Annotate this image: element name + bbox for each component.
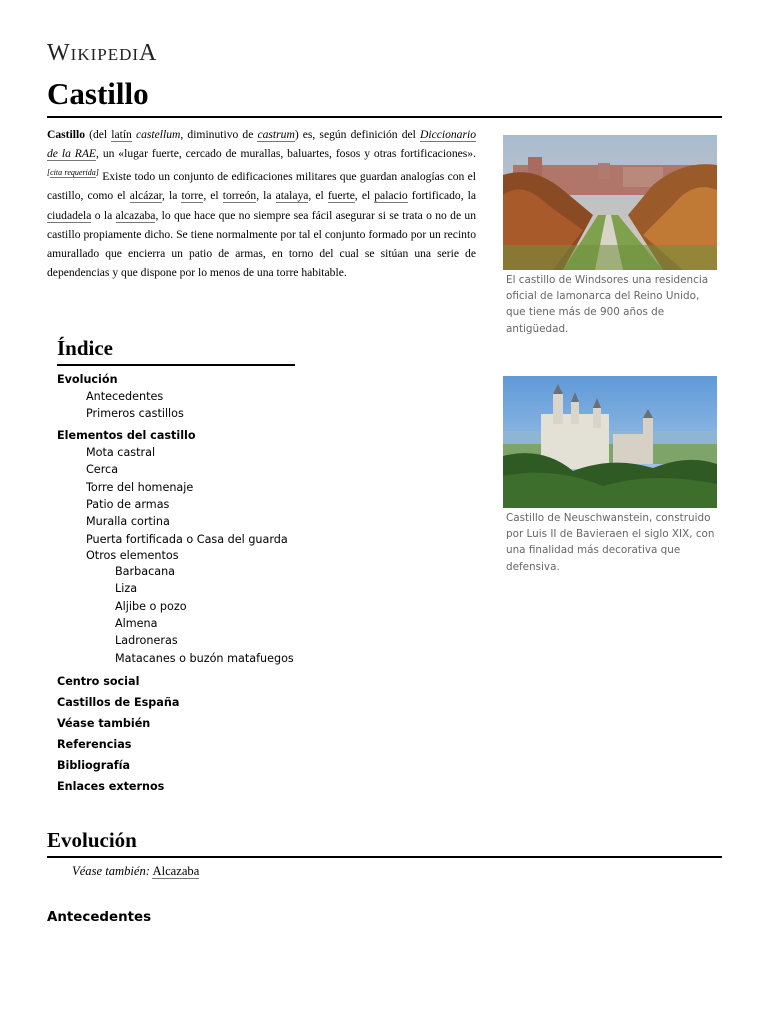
toc-item[interactable]: Elementos del castillo — [57, 428, 196, 442]
lead-paragraph: Castillo (del latín castellum, diminutivo de castrum) es, según definición del Diccionario de la RAE, un «lugar fuerte, cercado de murallas, baluartes, fosos y otras fortificaciones».[cita requerida] Existe todo un conjunto de edificaciones militares que guardan analogías con el castillo, como el alcázar, la torre, el torreón, la atalaya, el fuerte, el palacio fortificado, la ciudadela o la alcazaba, lo que hace que no siempre sea fácil asegurar si se trata o no de un castillo propiamente dicho. Se tiene normalmente por tal el conjunto formado por un recinto amurallado que encierra un patio de armas, en torno del cual se sitúan una serie de dependencias y que dispone por lo menos de una torre habitable. — [47, 128, 477, 280]
link-alcazar[interactable]: alcázar — [129, 189, 163, 203]
see-also-link[interactable]: Alcazaba — [152, 864, 200, 878]
toc-subsubitem[interactable]: Almena — [115, 617, 158, 631]
figure-neuschwanstein — [503, 376, 717, 575]
toc-subitem[interactable]: Puerta fortificada o Casa del guarda — [86, 532, 288, 546]
link-palacio[interactable]: palacio — [374, 189, 408, 203]
table-of-contents — [57, 371, 377, 797]
toc-subsubitem[interactable]: Ladroneras — [115, 634, 178, 648]
citation-needed[interactable]: [cita requerida] — [47, 168, 99, 178]
toc-item[interactable]: Bibliografía — [57, 758, 131, 772]
link-alcazaba[interactable]: alcazaba — [115, 208, 156, 222]
link-fuerte[interactable]: fuerte — [327, 189, 355, 203]
toc-subsubitem[interactable]: Matacanes o buzón matafuegos — [115, 651, 294, 665]
windsor-castle-image[interactable] — [503, 135, 717, 270]
toc-subitem[interactable]: Muralla cortina — [86, 515, 170, 529]
toc-item[interactable]: Evolución — [57, 373, 118, 386]
link-diccionario-rae[interactable]: Diccionario de la RAE — [47, 128, 476, 161]
toc-subitem[interactable]: Cerca — [86, 463, 119, 477]
section-heading: Evolución — [47, 828, 137, 852]
wikipedia-logo[interactable]: WIKIPEDIA — [47, 40, 158, 66]
figure-windsor — [503, 135, 717, 337]
figure-caption: El castillo de Windsores una residencia oficial de lamonarca del Reino Unido, que tiene más de 900 años de antigüedad. — [506, 274, 709, 335]
subsection-heading: Antecedentes — [47, 910, 152, 925]
toc-item[interactable]: Enlaces externos — [57, 779, 165, 793]
section-divider — [47, 856, 722, 858]
toc-item[interactable]: Centro social — [57, 674, 140, 688]
link-ciudadela[interactable]: ciudadela — [47, 208, 92, 222]
title-divider — [47, 116, 722, 118]
toc-subitem[interactable]: Torre del homenaje — [86, 480, 194, 494]
toc-item[interactable]: Referencias — [57, 737, 132, 751]
toc-heading: Índice — [57, 336, 114, 360]
toc-subitem[interactable]: Primeros castillos — [86, 407, 184, 421]
link-atalaya[interactable]: atalaya — [275, 189, 309, 203]
figure-caption: Castillo de Neuschwanstein, construido por Luis II de Bavieraen el siglo XIX, con una finalidad más decorativa que defensiva. — [506, 512, 715, 573]
link-torreon[interactable]: torreón — [222, 189, 257, 203]
toc-subsubitem[interactable]: Barbacana — [115, 565, 176, 579]
see-also-note: Véase también: Alcazaba — [72, 864, 200, 878]
toc-item[interactable]: Castillos de España — [57, 695, 180, 709]
toc-subitem[interactable]: Mota castral — [86, 445, 156, 459]
toc-subitem[interactable]: Otros elementos — [86, 549, 179, 563]
page-title: Castillo — [47, 76, 149, 111]
toc-divider — [57, 364, 295, 366]
toc-subsubitem[interactable]: Liza — [115, 582, 138, 596]
toc-subitem[interactable]: Patio de armas — [86, 497, 170, 511]
toc-subsubitem[interactable]: Aljibe o pozo — [115, 599, 187, 613]
toc-subitem[interactable]: Antecedentes — [86, 390, 164, 403]
toc-item[interactable]: Véase también — [57, 716, 151, 730]
neuschwanstein-castle-image[interactable] — [503, 376, 717, 508]
link-torre[interactable]: torre — [181, 189, 204, 203]
link-latin[interactable]: latín — [111, 128, 132, 141]
link-castrum[interactable]: castrum — [257, 128, 295, 141]
